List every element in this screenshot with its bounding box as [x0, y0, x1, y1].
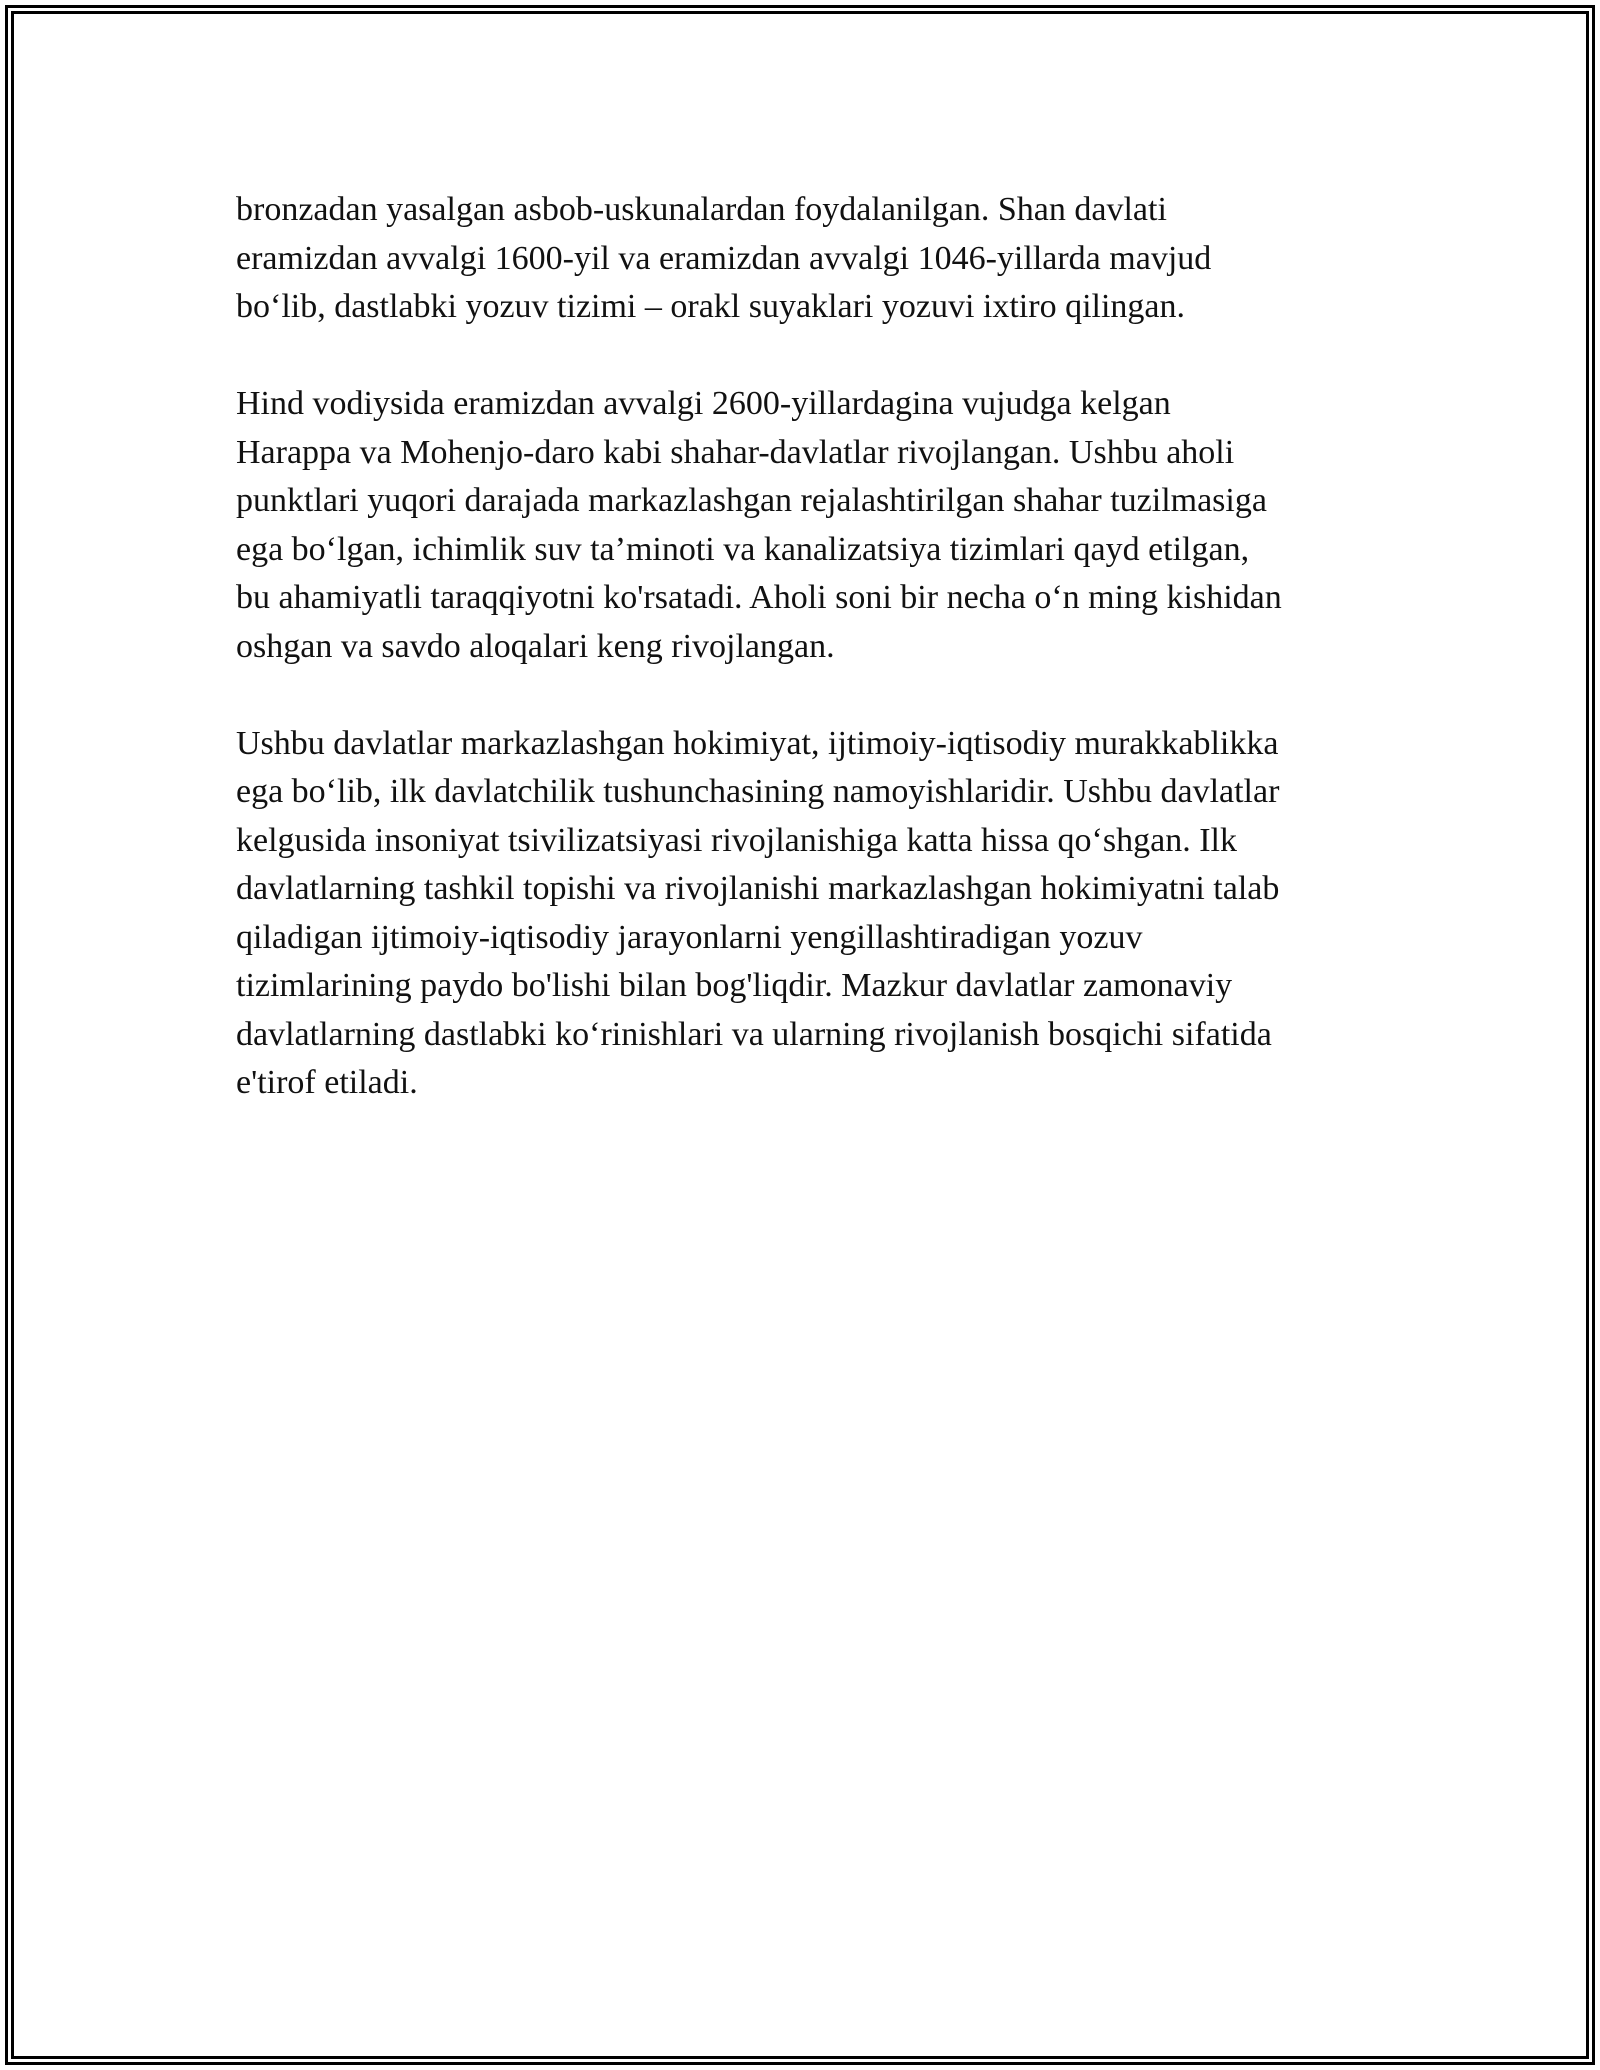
- document-body: [236, 186, 1386, 1156]
- text-line: punktlari yuqori darajada markazlashgan rejalashtirilgan shahar tuzilmasiga: [236, 482, 1267, 519]
- text-line: davlatlarning dastlabki ko‘rinishlari va ularning rivojlanish bosqichi sifatida: [236, 1015, 1272, 1053]
- text-line: tizimlarining paydo bo'lishi bilan bog'liqdir. Mazkur davlatlar zamonaviy: [236, 967, 1233, 1004]
- paragraph-2: [236, 380, 1386, 671]
- text-line: bo‘lib, dastlabki yozuv tizimi – orakl suyaklari yozuvi ixtiro qilingan.: [236, 288, 1185, 325]
- paragraph-1: [236, 186, 1386, 332]
- text-line: e'tirof etiladi.: [236, 1064, 418, 1101]
- text-line: oshgan va savdo aloqalari keng rivojlangan.: [236, 627, 835, 665]
- text-line: Hind vodiysida eramizdan avvalgi 2600-yillardagina vujudga kelgan: [236, 385, 1171, 422]
- text-line: ega bo‘lib, ilk davlatchilik tushunchasining namoyishlaridir. Ushbu davlatlar: [236, 773, 1280, 810]
- text-line: bu ahamiyatli taraqqiyotni ko'rsatadi. Aholi soni bir necha o‘n ming kishidan: [236, 579, 1282, 616]
- text-line: Ushbu davlatlar markazlashgan hokimiyat, ijtimoiy-iqtisodiy murakkablikka: [236, 724, 1279, 762]
- text-line: davlatlarning tashkil topishi va rivojlanishi markazlashgan hokimiyatni talab: [236, 870, 1280, 907]
- paragraph-3: [236, 720, 1386, 1108]
- text-line: ega bo‘lgan, ichimlik suv ta’minoti va kanalizatsiya tizimlari qayd etilgan,: [236, 530, 1250, 568]
- text-line: eramizdan avvalgi 1600-yil va eramizdan avvalgi 1046-yillarda mavjud: [236, 239, 1212, 277]
- text-line: qiladigan ijtimoiy-iqtisodiy jarayonlarni yengillashtiradigan yozuv: [236, 918, 1143, 956]
- text-line: kelgusida insoniyat tsivilizatsiyasi rivojlanishiga katta hissa qo‘shgan. Ilk: [236, 821, 1237, 859]
- text-line: bronzadan yasalgan asbob-uskunalardan foydalanilgan. Shan davlati: [236, 191, 1167, 228]
- text-line: Harappa va Mohenjo-daro kabi shahar-davlatlar rivojlangan. Ushbu aholi: [236, 433, 1235, 471]
